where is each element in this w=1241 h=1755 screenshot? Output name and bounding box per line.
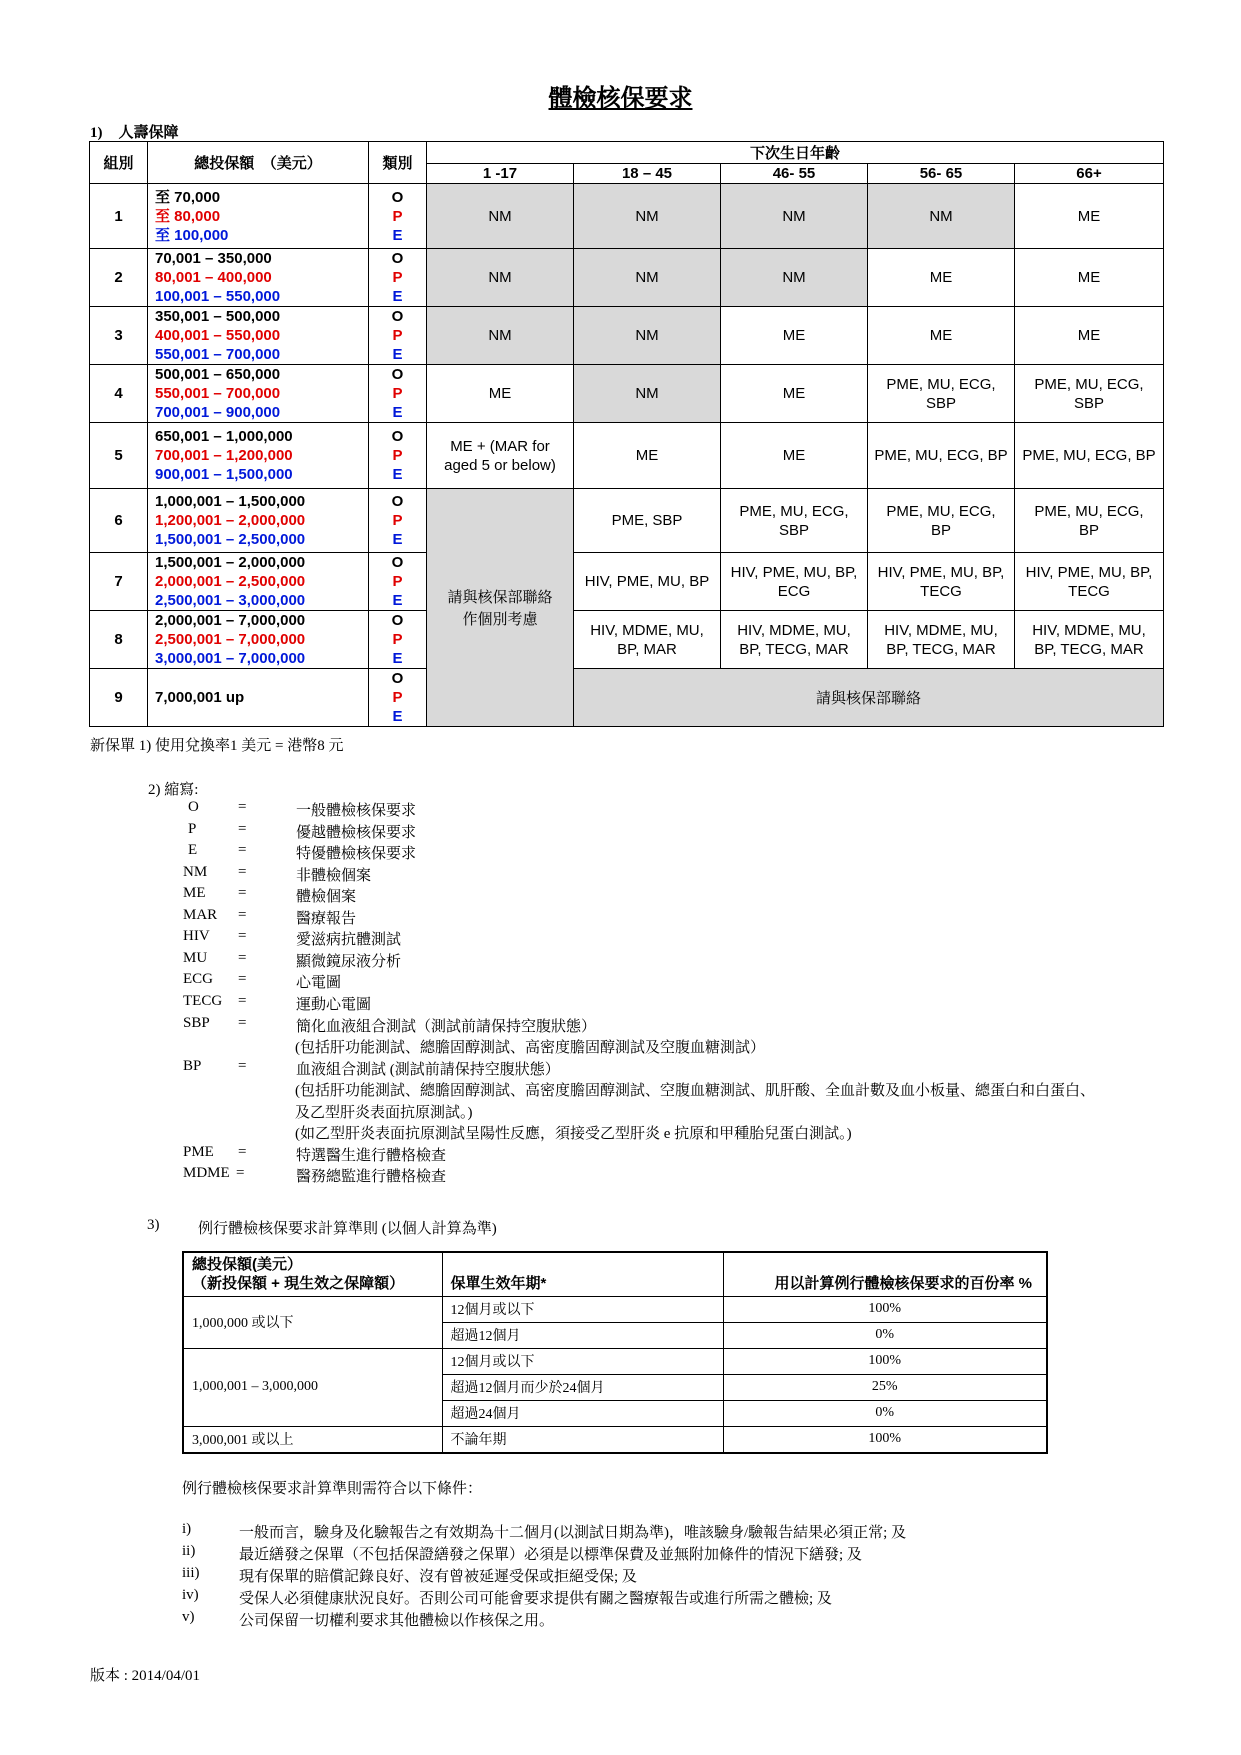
abbreviation-key: ECG bbox=[183, 971, 213, 987]
t3-pct-cell: 0% bbox=[723, 1322, 1047, 1348]
requirement-cell: ME bbox=[721, 307, 868, 365]
table-row bbox=[90, 553, 1164, 611]
amount-p: 700,001 – 1,200,000 bbox=[155, 447, 293, 464]
abbreviation-meaning: 特優體檢核保要求 bbox=[296, 846, 417, 862]
amount-e: 100,001 – 550,000 bbox=[155, 288, 281, 305]
abbreviation-meaning: 醫療報告 bbox=[296, 911, 357, 927]
t3-pct-cell: 100% bbox=[723, 1426, 1047, 1453]
type-letter-o: O bbox=[391, 188, 404, 206]
requirement-cell: NM bbox=[574, 307, 721, 365]
abbreviation-meaning: 及乙型肝炎表面抗原測試。) bbox=[295, 1105, 473, 1121]
type-letter-e: E bbox=[392, 531, 403, 548]
type-letter-o: O bbox=[391, 366, 404, 383]
abbreviation-meaning: 優越體檢核保要求 bbox=[296, 825, 417, 841]
amount-o: 1,000,001 – 1,500,000 bbox=[155, 493, 306, 510]
equals-sign: = bbox=[238, 842, 247, 858]
requirement-cell: HIV, MDME, MU, BP, TECG, MAR bbox=[721, 611, 868, 669]
type-letter-o: O bbox=[391, 250, 404, 267]
t3-header-amount-line2: （新投保額 + 現生效之保障額） bbox=[192, 1275, 405, 1293]
condition-text: 最近繕發之保單（不包括保證繕發之保單）必須是以標準保費及並無附加條件的情況下繕發; 及 bbox=[239, 1547, 862, 1563]
requirement-cell: NM bbox=[574, 249, 721, 307]
type-letter-o: O bbox=[391, 554, 404, 571]
type-letter-o: O bbox=[391, 612, 404, 629]
requirement-cell: HIV, MDME, MU, BP, MAR bbox=[574, 611, 721, 669]
requirement-cell: ME bbox=[1015, 249, 1164, 307]
t3-amount-cell: 3,000,001 或以上 bbox=[183, 1426, 442, 1453]
condition-number: iv) bbox=[182, 1587, 199, 1603]
requirement-cell: ME bbox=[721, 365, 868, 423]
type-letter-p: P bbox=[392, 385, 403, 402]
t3-period-cell: 12個月或以下 bbox=[442, 1296, 723, 1322]
requirement-cell: ME bbox=[868, 249, 1015, 307]
group-number: 3 bbox=[90, 307, 148, 365]
amount-cell bbox=[148, 365, 369, 423]
requirement-cell: PME, MU, ECG, BP bbox=[868, 489, 1015, 553]
type-letter-p: P bbox=[392, 631, 403, 648]
abbreviation-meaning: 醫務總監進行體格檢查 bbox=[296, 1169, 447, 1185]
abbreviation-meaning: 顯微鏡尿液分析 bbox=[296, 954, 402, 970]
amount-cell bbox=[148, 553, 369, 611]
abbreviation-meaning: 血液組合測試 (測試前請保持空腹狀態） bbox=[296, 1062, 560, 1078]
age-band-header: 66+ bbox=[1015, 164, 1164, 184]
abbreviation-meaning: 心電圖 bbox=[296, 975, 342, 991]
age-band-header: 56- 65 bbox=[868, 164, 1015, 184]
t3-pct-cell: 25% bbox=[723, 1374, 1047, 1400]
abbreviation-key: TECG bbox=[183, 993, 223, 1009]
abbreviation-meaning: 簡化血液組合測試（測試前請保持空腹狀態） bbox=[296, 1019, 597, 1035]
requirement-cell: HIV, PME, MU, BP, ECG bbox=[721, 553, 868, 611]
amount-e: 至 100,000 bbox=[155, 226, 229, 244]
conditions-heading: 例行體檢核保要求計算準則需符合以下條件： bbox=[182, 1481, 483, 1497]
amount-o: 650,001 – 1,000,000 bbox=[155, 428, 293, 445]
abbreviation-key: E bbox=[188, 842, 198, 858]
condition-number: i) bbox=[182, 1521, 192, 1537]
type-letter-p: P bbox=[392, 512, 403, 529]
age-band-header: 1 -17 bbox=[427, 164, 574, 184]
amount-p: 1,200,001 – 2,000,000 bbox=[155, 512, 306, 529]
requirement-cell: NM bbox=[721, 184, 868, 249]
requirement-cell: ME bbox=[1015, 184, 1164, 249]
equals-sign: = bbox=[238, 971, 247, 987]
t3-pct-cell: 100% bbox=[723, 1348, 1047, 1374]
group-number: 9 bbox=[90, 669, 148, 727]
abbreviation-key: NM bbox=[183, 864, 208, 880]
t3-period-cell: 12個月或以下 bbox=[442, 1348, 723, 1374]
equals-sign: = bbox=[238, 907, 247, 923]
equals-sign: = bbox=[238, 993, 247, 1009]
type-letter-e: E bbox=[392, 592, 403, 609]
amount-cell bbox=[148, 307, 369, 365]
contact-underwriting-cell: 請與核保部聯絡作個別考慮 bbox=[427, 489, 574, 727]
type-letter-p: P bbox=[392, 207, 403, 225]
type-letter-p: P bbox=[392, 689, 403, 706]
type-cell bbox=[369, 423, 427, 489]
type-cell bbox=[369, 669, 427, 727]
exchange-rate-note: 新保單 1) 使用兌換率1 美元 = 港幣8 元 bbox=[90, 738, 344, 754]
amount-p: 550,001 – 700,000 bbox=[155, 385, 281, 402]
abbreviation-meaning: 特選醫生進行體格檢查 bbox=[296, 1148, 447, 1164]
t3-period-cell: 超過24個月 bbox=[442, 1400, 723, 1426]
amount-p: 80,001 – 400,000 bbox=[155, 269, 272, 286]
group-number: 1 bbox=[90, 184, 148, 249]
group-number: 2 bbox=[90, 249, 148, 307]
type-cell bbox=[369, 307, 427, 365]
section-3-heading: 例行體檢核保要求計算準則 (以個人計算為準) bbox=[198, 1221, 497, 1237]
abbreviation-key: ME bbox=[183, 885, 206, 901]
amount-o: 1,500,001 – 2,000,000 bbox=[155, 554, 306, 571]
type-letter-p: P bbox=[392, 327, 403, 344]
requirement-cell: HIV, MDME, MU, BP, TECG, MAR bbox=[868, 611, 1015, 669]
amount-e: 550,001 – 700,000 bbox=[155, 346, 281, 363]
requirement-cell: ME bbox=[868, 307, 1015, 365]
abbreviation-meaning: (包括肝功能測試、總膽固醇測試、高密度膽固醇測試、空腹血糖測試、肌肝酸、全血計數及血小板量、總蛋白和白蛋白、 bbox=[295, 1083, 1096, 1099]
amount-cell bbox=[148, 669, 369, 727]
table-row bbox=[90, 489, 1164, 553]
section-3-number: 3) bbox=[147, 1217, 160, 1233]
requirement-cell: PME, MU, ECG, SBP bbox=[868, 365, 1015, 423]
abbreviation-key: SBP bbox=[183, 1015, 210, 1031]
abbreviation-meaning: 一般體檢核保要求 bbox=[296, 803, 417, 819]
t3-amount-cell: 1,000,000 或以下 bbox=[183, 1296, 442, 1348]
requirement-cell: NM bbox=[574, 365, 721, 423]
type-letter-e: E bbox=[392, 466, 403, 483]
type-letter-e: E bbox=[392, 288, 403, 305]
section-1-heading bbox=[90, 121, 179, 142]
type-letter-p: P bbox=[392, 573, 403, 590]
abbreviation-meaning: 非體檢個案 bbox=[296, 868, 372, 884]
condition-text: 公司保留一切權利要求其他體檢以作核保之用。 bbox=[239, 1613, 555, 1629]
abbreviation-meaning: 體檢個案 bbox=[296, 889, 357, 905]
equals-sign: = bbox=[238, 864, 247, 880]
requirement-cell: NM bbox=[868, 184, 1015, 249]
abbreviation-key: BP bbox=[183, 1058, 202, 1074]
abbreviation-meaning: 運動心電圖 bbox=[296, 997, 372, 1013]
abbreviation-key: MAR bbox=[183, 907, 218, 923]
t3-period-cell: 不論年期 bbox=[442, 1426, 723, 1453]
abbreviation-key: MU bbox=[183, 950, 208, 966]
amount-cell bbox=[148, 249, 369, 307]
amount-p: 2,000,001 – 2,500,000 bbox=[155, 573, 306, 590]
t3-pct-cell: 0% bbox=[723, 1400, 1047, 1426]
abbreviation-key: MDME bbox=[183, 1165, 230, 1181]
requirement-cell: NM bbox=[721, 249, 868, 307]
amount-cell bbox=[148, 489, 369, 553]
amount-cell bbox=[148, 184, 369, 249]
amount-e: 1,500,001 – 2,500,000 bbox=[155, 531, 306, 548]
type-letter-o: O bbox=[391, 308, 404, 325]
requirement-cell: PME, MU, ECG, BP bbox=[1015, 489, 1164, 553]
group-number: 7 bbox=[90, 553, 148, 611]
abbreviation-meaning: (包括肝功能測試、總膽固醇測試、高密度膽固醇測試及空腹血糖測試） bbox=[295, 1040, 765, 1056]
type-letter-e: E bbox=[392, 708, 403, 725]
t3-pct-cell: 100% bbox=[723, 1296, 1047, 1322]
requirement-cell: PME, MU, ECG, BP bbox=[868, 423, 1015, 489]
amount-o: 7,000,001 up bbox=[155, 689, 245, 706]
type-letter-e: E bbox=[392, 346, 403, 363]
section-label: 人壽保障 bbox=[118, 125, 179, 141]
type-letter-e: E bbox=[392, 404, 403, 421]
amount-o: 至 70,000 bbox=[155, 188, 221, 206]
equals-sign: = bbox=[238, 928, 247, 944]
requirement-cell: ME bbox=[1015, 307, 1164, 365]
amount-o: 2,000,001 – 7,000,000 bbox=[155, 612, 306, 629]
col-header-age: 下次生日年齡 bbox=[427, 142, 1164, 164]
section-number: 1) bbox=[90, 125, 103, 141]
requirement-cell: NM bbox=[574, 184, 721, 249]
contact-underwriting-cell: 請與核保部聯絡 bbox=[574, 669, 1164, 727]
type-cell bbox=[369, 365, 427, 423]
col-header-type: 類別 bbox=[369, 142, 427, 184]
requirement-cell: ME bbox=[721, 423, 868, 489]
amount-o: 350,001 – 500,000 bbox=[155, 308, 281, 325]
requirement-cell: PME, MU, ECG, BP bbox=[1015, 423, 1164, 489]
group-number: 4 bbox=[90, 365, 148, 423]
t3-header-percentage: 用以計算例行體檢核保要求的百份率 % bbox=[723, 1252, 1047, 1296]
type-letter-o: O bbox=[391, 670, 404, 687]
condition-text: 一般而言，驗身及化驗報告之有效期為十二個月(以測試日期為準)，唯該驗身/驗報告結果必須正常; 及 bbox=[239, 1525, 907, 1541]
table-row bbox=[90, 423, 1164, 489]
table-row bbox=[90, 669, 1164, 727]
equals-sign: = bbox=[238, 885, 247, 901]
condition-number: iii) bbox=[182, 1565, 200, 1581]
t3-period-cell: 超過12個月 bbox=[442, 1322, 723, 1348]
version-label: 版本 : 2014/04/01 bbox=[90, 1668, 201, 1684]
page-title: 體檢核保要求 bbox=[548, 86, 693, 112]
table-row bbox=[90, 365, 1164, 423]
type-letter-o: O bbox=[391, 493, 404, 510]
col-header-group: 組別 bbox=[90, 142, 148, 184]
abbreviation-key: O bbox=[188, 799, 199, 815]
equals-sign: = bbox=[238, 950, 247, 966]
amount-e: 3,000,001 – 7,000,000 bbox=[155, 650, 306, 667]
table-row bbox=[90, 249, 1164, 307]
amount-e: 700,001 – 900,000 bbox=[155, 404, 281, 421]
type-cell bbox=[369, 611, 427, 669]
type-letter-p: P bbox=[392, 269, 403, 286]
amount-e: 2,500,001 – 3,000,000 bbox=[155, 592, 306, 609]
amount-o: 500,001 – 650,000 bbox=[155, 366, 281, 383]
requirement-cell: PME, MU, ECG, SBP bbox=[1015, 365, 1164, 423]
type-letter-e: E bbox=[392, 226, 403, 244]
requirement-cell: ME bbox=[574, 423, 721, 489]
type-cell bbox=[369, 489, 427, 553]
abbreviation-key: PME bbox=[183, 1144, 214, 1160]
amount-p: 400,001 – 550,000 bbox=[155, 327, 281, 344]
requirement-cell: PME, MU, ECG, SBP bbox=[721, 489, 868, 553]
type-cell bbox=[369, 553, 427, 611]
life-insurance-table bbox=[89, 141, 1164, 727]
requirement-cell: HIV, MDME, MU, BP, TECG, MAR bbox=[1015, 611, 1164, 669]
table-row bbox=[90, 611, 1164, 669]
type-letter-o: O bbox=[391, 428, 404, 445]
t3-amount-cell: 1,000,001 – 3,000,000 bbox=[183, 1348, 442, 1426]
equals-sign: = bbox=[238, 821, 247, 837]
equals-sign: = bbox=[238, 799, 247, 815]
requirement-cell: PME, SBP bbox=[574, 489, 721, 553]
routine-requirement-table bbox=[182, 1251, 1048, 1454]
requirement-cell: NM bbox=[427, 307, 574, 365]
table-row bbox=[90, 307, 1164, 365]
group-number: 5 bbox=[90, 423, 148, 489]
group-number: 8 bbox=[90, 611, 148, 669]
group-number: 6 bbox=[90, 489, 148, 553]
age-band-header: 46- 55 bbox=[721, 164, 868, 184]
requirement-cell: ME bbox=[427, 365, 574, 423]
type-letter-p: P bbox=[392, 447, 403, 464]
condition-text: 現有保單的賠償記錄良好、沒有曾被延遲受保或拒絕受保; 及 bbox=[239, 1569, 637, 1585]
type-letter-e: E bbox=[392, 650, 403, 667]
equals-sign: = bbox=[238, 1144, 247, 1160]
requirement-cell: NM bbox=[427, 184, 574, 249]
table-row bbox=[90, 184, 1164, 249]
amount-p: 2,500,001 – 7,000,000 bbox=[155, 631, 306, 648]
amount-cell bbox=[148, 423, 369, 489]
abbreviation-meaning: 愛滋病抗體測試 bbox=[296, 932, 402, 948]
requirement-cell: HIV, PME, MU, BP bbox=[574, 553, 721, 611]
amount-e: 900,001 – 1,500,000 bbox=[155, 466, 293, 483]
equals-sign: = bbox=[238, 1015, 247, 1031]
abbreviation-key: P bbox=[188, 821, 197, 837]
equals-sign: = bbox=[238, 1058, 247, 1074]
amount-cell bbox=[148, 611, 369, 669]
t3-period-cell: 超過12個月而少於24個月 bbox=[442, 1374, 723, 1400]
requirement-cell: ME + (MAR for aged 5 or below) bbox=[427, 423, 574, 489]
t3-header-period: 保單生效年期* bbox=[442, 1252, 723, 1296]
col-header-amount: 總投保額 （美元） bbox=[148, 142, 369, 184]
requirement-cell: NM bbox=[427, 249, 574, 307]
requirement-cell: HIV, PME, MU, BP, TECG bbox=[1015, 553, 1164, 611]
abbreviation-meaning: (如乙型肝炎表面抗原測試呈陽性反應，須接受乙型肝炎 e 抗原和甲種胎兒蛋白測試。) bbox=[295, 1126, 852, 1142]
type-cell bbox=[369, 249, 427, 307]
condition-text: 受保人必須健康狀況良好。否則公司可能會要求提供有關之醫療報告或進行所需之體檢; 及 bbox=[239, 1591, 832, 1607]
abbreviation-key: HIV bbox=[183, 928, 210, 944]
abbreviation-heading: 2) 縮寫: bbox=[148, 782, 199, 798]
amount-o: 70,001 – 350,000 bbox=[155, 250, 272, 267]
amount-p: 至 80,000 bbox=[155, 207, 221, 225]
t3-header-amount bbox=[183, 1252, 442, 1296]
t3-header-amount-line1: 總投保額(美元） bbox=[192, 1256, 302, 1274]
condition-number: v) bbox=[182, 1609, 195, 1625]
age-band-header: 18 – 45 bbox=[574, 164, 721, 184]
condition-number: ii) bbox=[182, 1543, 196, 1559]
equals-sign: = bbox=[236, 1165, 245, 1181]
type-cell bbox=[369, 184, 427, 249]
requirement-cell: HIV, PME, MU, BP, TECG bbox=[868, 553, 1015, 611]
